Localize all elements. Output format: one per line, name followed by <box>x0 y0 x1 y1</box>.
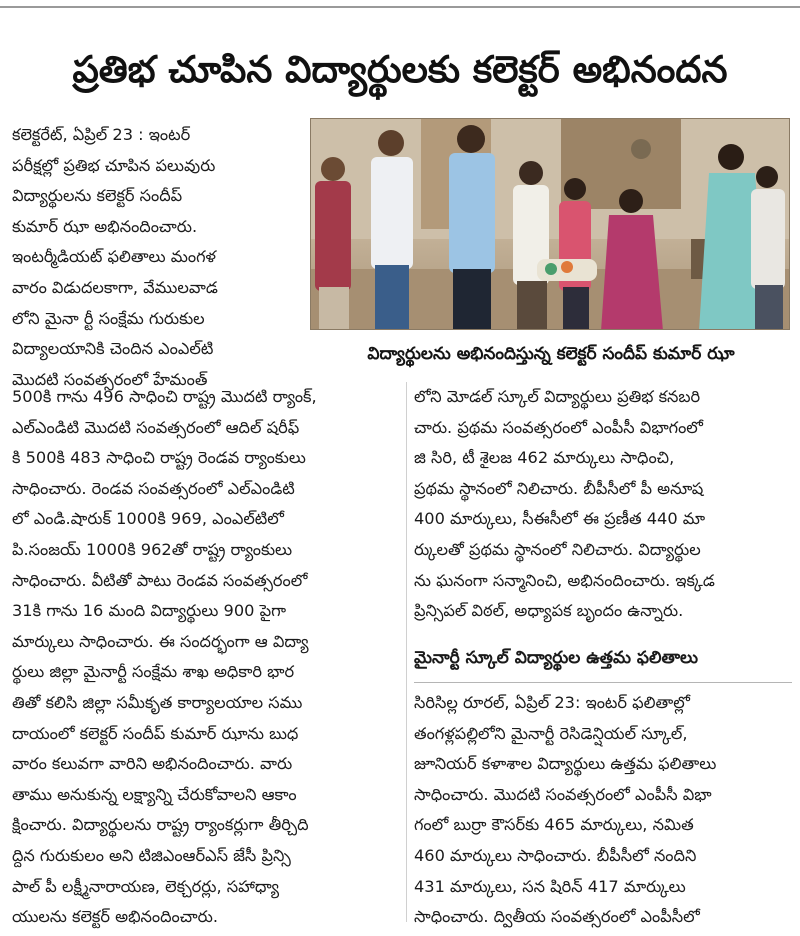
text-line: జూనియర్ కళాశాల విద్యార్థులు ఉత్తమ ఫలితాలు <box>414 754 717 774</box>
text-line: సాధించారు. రెండవ సంవత్సరంలో ఎల్ఎండిటి <box>12 478 295 498</box>
text-line: మార్కులు సాధించారు. ఈ సందర్భంగా ఆ విద్యా <box>12 631 309 651</box>
text-line: విద్యాలయానికి చెందిన ఎంఎల్‌టి <box>12 339 214 359</box>
text-line: 431 మార్కులు, సన షిరిన్ 417 మార్కులు <box>414 876 686 896</box>
headline: ప్రతిభ చూపిన విద్యార్థులకు కలెక్టర్ అభినందన <box>72 48 728 91</box>
text-line: 400 మార్కులు, సీఈసీలో ఈ ప్రణీత 440 మా <box>414 509 706 529</box>
person-3 <box>449 125 495 330</box>
right-column-bottom <box>414 688 792 933</box>
text-line: సాధించారు. మొదటి సంవత్సరంలో ఎంపీసీ విభా <box>414 784 712 804</box>
person-2 <box>371 130 413 330</box>
text-line: సిరిసిల్ల రూరల్, ఏప్రిల్ 23: ఇంటర్ ఫలితాల్లో <box>414 693 690 712</box>
text-line: కలెక్టరేట్, ఏప్రిల్ 23 : ఇంటర్ <box>12 125 191 144</box>
person-8 <box>751 166 785 330</box>
photo-caption: విద్యార్థులను అభినందిస్తున్న కలెక్టర్ సందీప్ కుమార్ ఝా <box>367 344 735 364</box>
text-line: మొదటి సంవత్సరంలో హేమంత్ <box>12 369 208 389</box>
text-line: ప్రిన్సిపల్ విఠల్, అధ్యాపక బృందం ఉన్నారు. <box>414 601 684 621</box>
news-photo <box>310 118 790 330</box>
text-line: ర్కులతో ప్రథమ స్థానంలో నిలిచారు. విద్యార్థుల <box>414 539 701 559</box>
text-line: క్షించారు. విద్యార్థులను రాష్ట్ర ర్యాంకర్లుగా తీర్చిది <box>12 815 309 835</box>
sub-headline-rule <box>414 682 792 683</box>
text-line: ప్రథమ స్థానంలో నిలిచారు. బీపీసీలో పీ అనూష <box>414 478 704 498</box>
text-line: తంగళ్లపల్లిలోని మైనార్టీ రెసిడెన్షియల్ స్కూల్, <box>414 723 688 743</box>
text-line: 500కి గాను 496 సాధించి రాష్ట్ర మొదటి ర్యాంక్, <box>12 387 317 406</box>
text-line: తితో కలిసి జిల్లా సమీకృత కార్యాలయాల సము <box>12 692 303 712</box>
text-line: దాయంలో కలెక్టర్ సందీప్ కుమార్ ఝాను బుధ <box>12 723 299 743</box>
person-1 <box>315 157 351 330</box>
text-line: ద్దిన గురుకులం అని టిజిఎంఆర్ఎస్ జేసీ ప్రిన్సి <box>12 845 291 865</box>
text-line: వారం కలువగా వారిని అభినందించారు. వారు <box>12 754 293 774</box>
text-line: పరీక్షల్లో ప్రతిభ చూపిన పలువురు <box>12 155 216 175</box>
text-line: లోని మైనా ర్టీ సంక్షేమ గురుకుల <box>12 308 205 328</box>
text-line: జి సిరి, టీ శైలజ 462 మార్కులు సాధించి, <box>414 448 675 468</box>
text-line: తాము అనుకున్న లక్ష్యాన్ని చేరుకోవాలని ఆకాం <box>12 784 297 804</box>
text-line: సాధించారు. వీటితో పాటు రెండవ సంవత్సరంలో <box>12 570 308 590</box>
photo-illustration <box>311 119 790 330</box>
text-line: విద్యార్థులను కలెక్టర్ సందీప్ <box>12 186 183 206</box>
text-line: 460 మార్కులు సాధించారు. బీపీసీలో నందిని <box>414 845 697 865</box>
text-line: ర్థులు జిల్లా మైనార్టీ సంక్షేమ శాఖ అధికారి భార <box>12 662 295 682</box>
text-line: సాధించారు. ద్వితీయ సంవత్సరంలో ఎంపీసీలో <box>414 907 700 927</box>
top-rule <box>0 6 800 8</box>
text-line: ఇంటర్మీడియట్ ఫలితాలు మంగళ <box>12 247 216 267</box>
text-line: లోని మోడల్ స్కూల్ విద్యార్థులు ప్రతిభ కనబరి <box>414 387 701 406</box>
text-line: పాల్ పీ లక్ష్మీనారాయణ, లెక్చరర్లు, సహాధ్యా <box>12 876 280 896</box>
text-line: వారం విడుదలకాగా, వేములవాడ <box>12 277 218 297</box>
text-line: ఎల్ఎండిటి మొదటి సంవత్సరంలో ఆదిల్ షరీఫ్ <box>12 417 300 437</box>
text-line: ను ఘనంగా సన్మానించి, అభినందించారు. ఇక్కడ <box>414 570 715 590</box>
text-line: కుమార్ ఝా అభినందించారు. <box>12 216 198 236</box>
sub-headline: మైనార్టీ స్కూల్ విద్యార్థుల ఉత్తమ ఫలితాలు <box>414 648 698 668</box>
column-divider <box>406 382 407 922</box>
left-column-bottom <box>12 382 404 933</box>
text-line: 31కి గాను 16 మంది విద్యార్థులు 900 పైగా <box>12 601 287 621</box>
person-4 <box>513 161 549 330</box>
right-column-top <box>414 382 792 627</box>
text-line: పి.సంజయ్ 1000కి 962తో రాష్ట్ర ర్యాంకులు <box>12 539 293 559</box>
text-line: యులను కలెక్టర్ అభినందించారు. <box>12 907 218 927</box>
text-line: కి 500కి 483 సాధించి రాష్ట్ర రెండవ ర్యాంకులు <box>12 448 306 468</box>
text-line: చారు. ప్రథమ సంవత్సరంలో ఎంపీసీ విభాగంలో <box>414 417 703 437</box>
text-line: లో ఎండి.షారుక్ 1000కి 969, ఎంఎల్‌టిలో <box>12 509 284 529</box>
left-column-top <box>12 120 302 395</box>
text-line: గంలో బుర్రా కౌసర్‌కు 465 మార్కులు, నమిత <box>414 815 694 835</box>
